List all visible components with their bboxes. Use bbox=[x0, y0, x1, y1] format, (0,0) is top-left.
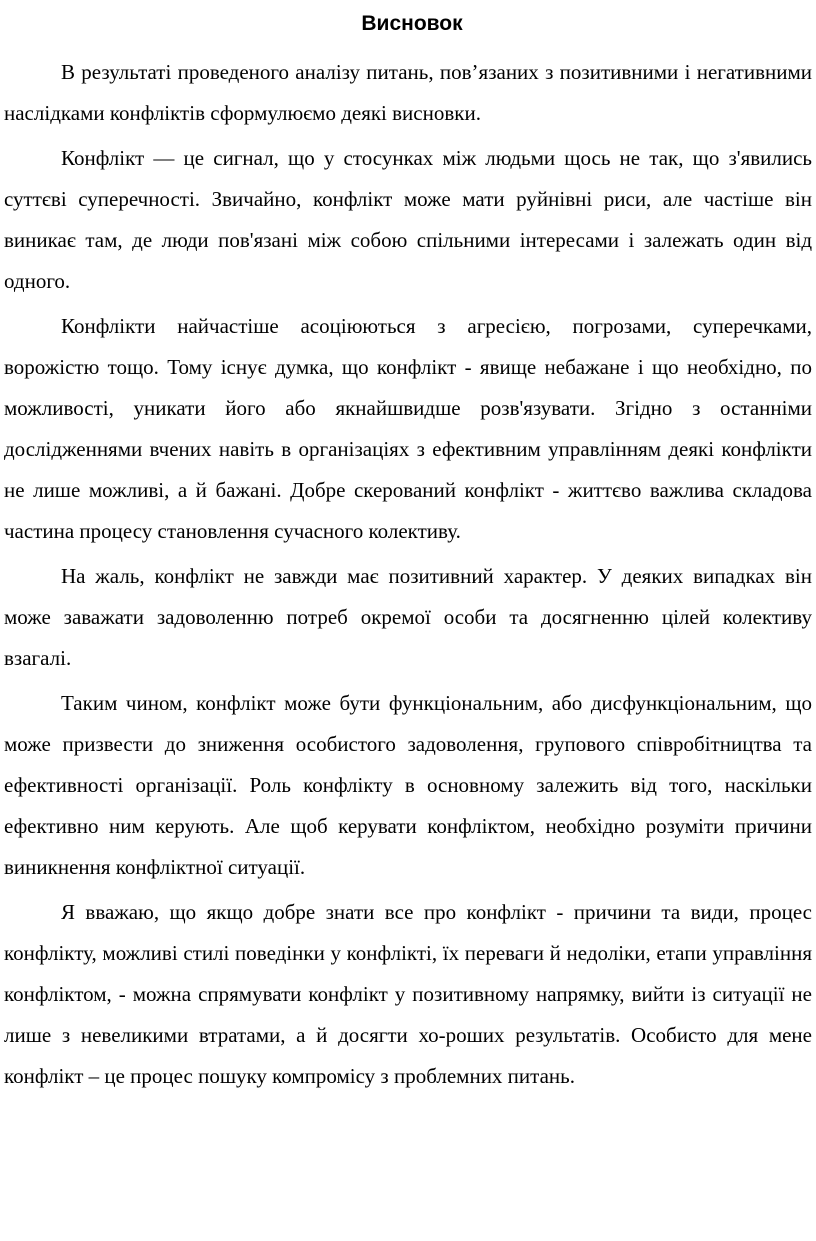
paragraph-conflict-signal: Конфлікт — це сигнал, що у стосунках між людьми щось не так, що з'явились суттєві суперечності. Звичайно, конфлікт може мати руйнівні риси, але частіше він виникає там, де люди пов'язані між собою спільними інтересами і залежать один від одного. bbox=[4, 146, 812, 293]
paragraph-personal-conclusion: Я вважаю, що якщо добре знати все про конфлікт - причини та види, процес конфлікту, можливі стилі поведінки у конфлікті, їх переваги й недоліки, етапи управління конфліктом, - можна спрямувати конфлікт у позитивному напрямку, вийти із ситуації не лише з невеликими втратами, а й досягти хо-роших результатів. Особисто для мене конфлікт – це процес пошуку компромісу з проблемних питань. bbox=[4, 900, 812, 1088]
paragraph-conflict-associations: Конфлікти найчастіше асоціюються з агресією, погрозами, суперечками, ворожістю тощо. Тому існує думка, що конфлікт - явище небажане і що необхідно, по можливості, уникати його або якнайшвидше розв'язувати. Згідно з останніми дослідженнями вчених навіть в організаціях з ефективним управлінням деякі конфлікти не лише можливі, а й бажані. Добре скерований конфлікт - життєво важлива складова частина процесу становлення сучасного колективу. bbox=[4, 314, 812, 543]
paragraph-negative-character: На жаль, конфлікт не завжди має позитивний характер. У деяких випадках він може заважати задоволенню потреб окремої особи та досягненню цілей колективу взагалі. bbox=[4, 564, 812, 670]
page-title: Висновок bbox=[361, 12, 463, 35]
paragraph-intro: В результаті проведеного аналізу питань, пов’язаних з позитивними і негативними наслідками конфліктів сформулюємо деякі висновки. bbox=[4, 60, 812, 125]
paragraph-functional-dysfunctional: Таким чином, конфлікт може бути функціональним, або дисфункціональним, що може призвести до зниження особистого задоволення, групового співробітництва та ефективності організації. Роль конфлікту в основному залежить від того, наскільки ефективно ним керують. Але щоб керувати конфліктом, необхідно розуміти причини виникнення конфліктної ситуації. bbox=[4, 691, 812, 879]
